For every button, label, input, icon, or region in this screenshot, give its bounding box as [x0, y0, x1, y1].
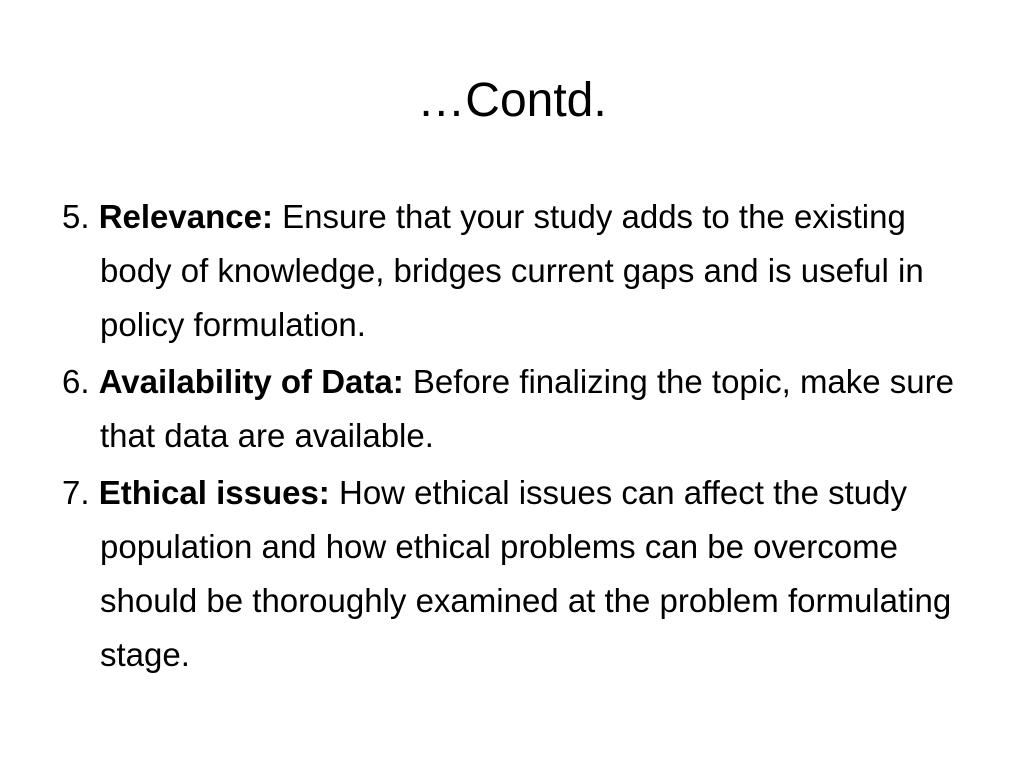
point-term: Relevance: — [98, 198, 273, 235]
point-text: How ethical issues can affect the study population and how ethical problems can be overcome should be thoroughly examined at the problem formulating stage. — [100, 474, 952, 673]
point-term: Ethical issues: — [98, 474, 330, 511]
point-text: Before finalizing the topic, make sure that data are available. — [100, 363, 955, 454]
list-item-relevance — [62, 190, 962, 352]
list-item-availability-of-data — [62, 355, 962, 463]
point-number: 7. — [62, 474, 90, 511]
list-item-ethical-issues — [62, 466, 962, 682]
point-list — [62, 190, 962, 685]
point-number: 5. — [62, 198, 90, 235]
point-text: Ensure that your study adds to the existing body of knowledge, bridges current gaps and is useful in policy formulation. — [100, 198, 924, 343]
point-term: Availability of Data: — [98, 363, 404, 400]
point-number: 6. — [62, 363, 90, 400]
slide-title: …Contd. — [417, 74, 607, 127]
